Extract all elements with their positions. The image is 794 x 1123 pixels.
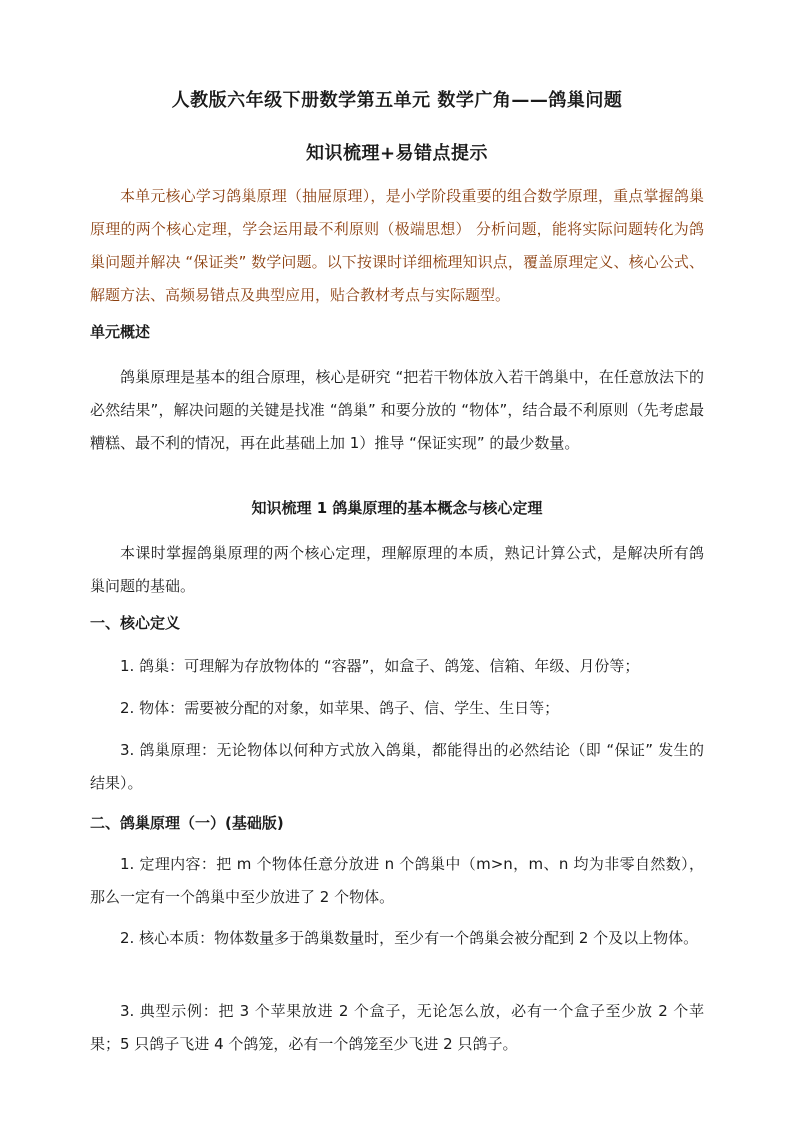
intro-paragraph: 本单元核心学习鸽巢原理（抽屉原理），是小学阶段重要的组合数学原理，重点掌握鸽巢原理的两个核心定理，学会运用最不利原则（极端思想） 分析问题，能将实际问题转化为鸽巢问题并解决 “保证类” 数学问题。以下按课时详细梳理知识点，覆盖原理定义、核心公式、解题方法、高频易错点及典型应用，贴合教材考点与实际题型。	[90, 187, 704, 304]
overview-heading: 单元概述	[90, 323, 151, 341]
overview-paragraph: 鸽巢原理是基本的组合原理，核心是研究 “把若干物体放入若干鸽巢中，在任意放法下的必然结果”，解决问题的关键是找准 “鸽巢” 和要分放的 “物体”，结合最不利原则（先考虑最糟糕、最不利的情况，再在此基础上加 1）推导 “保证实现” 的最少数量。	[90, 368, 704, 452]
definition-item: 3. 鸽巢原理：无论物体以何种方式放入鸽巢，都能得出的必然结论（即 “保证” 发生的结果）。	[90, 741, 704, 792]
definition-item: 2. 物体：需要被分配的对象，如苹果、鸽子、信、学生、生日等；	[120, 699, 560, 717]
document-subtitle: 知识梳理+易错点提示	[305, 143, 489, 164]
section-1-intro: 本课时掌握鸽巢原理的两个核心定理，理解原理的本质，熟记计算公式，是解决所有鸽巢问题的基础。	[90, 544, 704, 595]
definition-heading: 一、核心定义	[90, 614, 181, 632]
document-title: 人教版六年级下册数学第五单元 数学广角——鸽巢问题	[171, 90, 623, 111]
section-1-heading: 知识梳理 1 鸽巢原理的基本概念与核心定理	[251, 499, 543, 517]
principle-1-item: 1. 定理内容：把 m 个物体任意分放进 n 个鸽巢中（m>n，m、n 均为非零自然数），那么一定有一个鸽巢中至少放进了 2 个物体。	[90, 855, 704, 906]
definition-item: 1. 鸽巢：可理解为存放物体的 “容器”，如盒子、鸽笼、信箱、年级、月份等；	[120, 657, 640, 675]
principle-1-item: 3. 典型示例：把 3 个苹果放进 2 个盒子，无论怎么放，必有一个盒子至少放 2 个苹果；5 只鸽子飞进 4 个鸽笼，必有一个鸽笼至少飞进 2 只鸽子。	[90, 1002, 704, 1053]
principle-1-heading: 二、鸽巢原理（一）(基础版)	[90, 814, 284, 832]
principle-1-item: 2. 核心本质：物体数量多于鸽巢数量时，至少有一个鸽巢会被分配到 2 个及以上物体。	[120, 929, 699, 947]
